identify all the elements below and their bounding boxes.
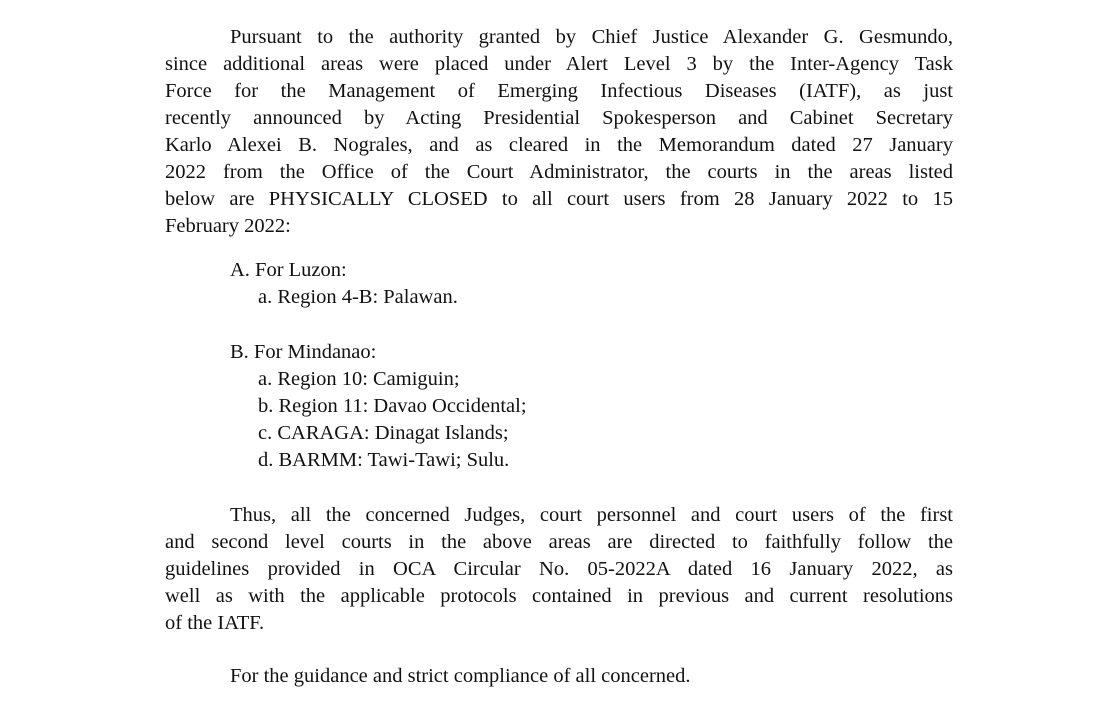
list-item: b. Region 11: Davao Occidental;	[258, 395, 527, 417]
text-line: guidelines provided in OCA Circular No. 05-2022A dated 16 January 2022, as	[165, 558, 953, 580]
text-line: since additional areas were placed under Alert Level 3 by the Inter-Agency Task	[165, 53, 953, 75]
text-line: February 2022:	[165, 215, 291, 237]
list-item: a. Region 10: Camiguin;	[258, 368, 460, 390]
list-item: c. CARAGA: Dinagat Islands;	[258, 422, 509, 444]
text-line: Force for the Management of Emerging Infectious Diseases (IATF), as just	[165, 80, 953, 102]
list-mindanao	[230, 339, 527, 474]
text-line: 2022 from the Office of the Court Administrator, the courts in the areas listed	[165, 161, 953, 183]
list-luzon	[230, 257, 458, 311]
text-line: and second level courts in the above areas are directed to faithfully follow the	[165, 531, 953, 553]
text-line: below are PHYSICALLY CLOSED to all court users from 28 January 2022 to 15	[165, 188, 953, 210]
text-line: Pursuant to the authority granted by Chief Justice Alexander G. Gesmundo,	[230, 26, 953, 48]
text-line: Karlo Alexei B. Nograles, and as cleared in the Memorandum dated 27 January	[165, 134, 953, 156]
list-item: d. BARMM: Tawi-Tawi; Sulu.	[258, 449, 510, 471]
closing-line: For the guidance and strict compliance of all concerned.	[230, 665, 691, 687]
list-heading: A. For Luzon:	[230, 259, 347, 281]
list-item: a. Region 4-B: Palawan.	[258, 286, 458, 308]
paragraph-directive	[165, 502, 953, 637]
text-line: Thus, all the concerned Judges, court personnel and court users of the first	[230, 504, 953, 526]
text-line: recently announced by Acting Presidential Spokesperson and Cabinet Secretary	[165, 107, 953, 129]
list-heading: B. For Mindanao:	[230, 341, 377, 363]
text-line: well as with the applicable protocols contained in previous and current resolutions	[165, 585, 953, 607]
paragraph-authority	[165, 24, 953, 240]
text-line: of the IATF.	[165, 612, 265, 634]
